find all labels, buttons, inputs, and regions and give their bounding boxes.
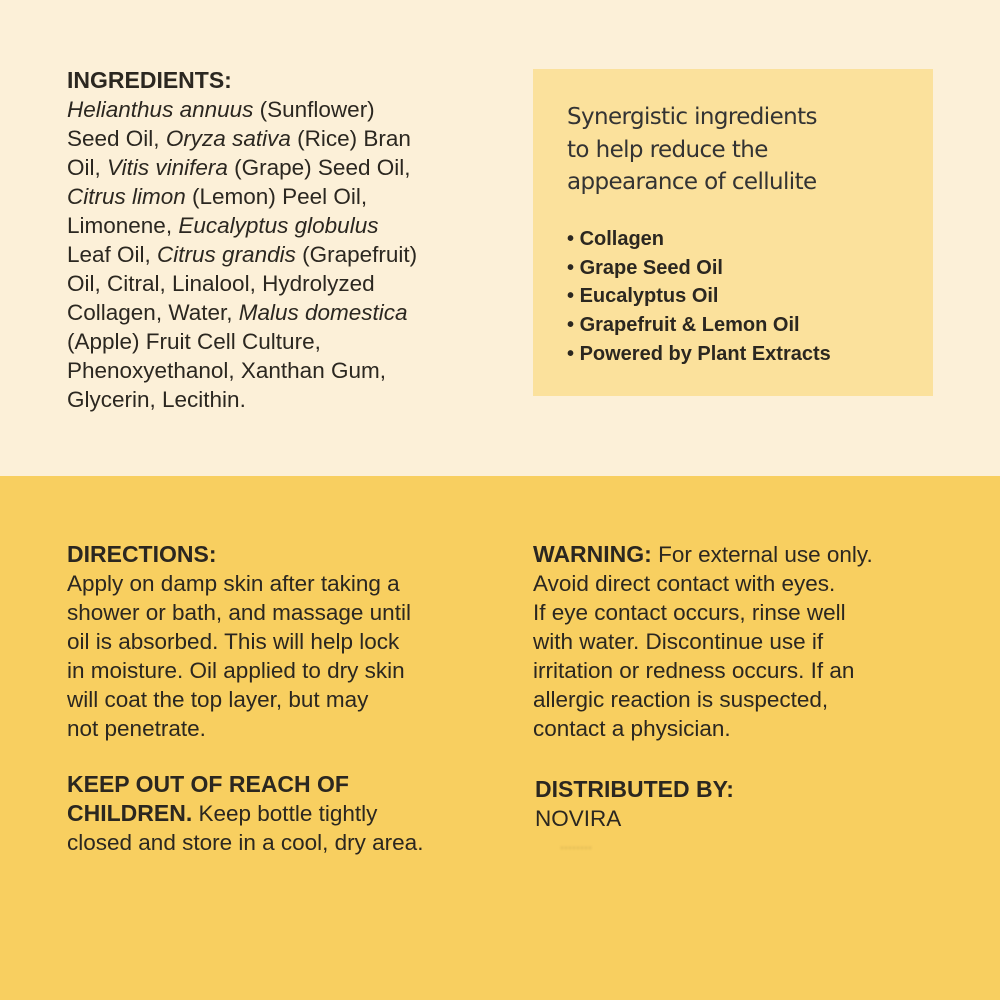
ingredients-line (67, 211, 417, 240)
ingredients-panel (0, 0, 1000, 476)
botanical-name: Vitis vinifera (107, 155, 228, 180)
ingredient-text: Phenoxyethanol, Xanthan Gum, (67, 358, 386, 383)
warning-line: allergic reaction is suspected, (533, 687, 829, 712)
warning-text: For external use only. (651, 542, 873, 567)
ingredient-text: (Rice) Bran (290, 126, 411, 151)
ingredients-list (67, 95, 417, 414)
ingredients-line (67, 269, 417, 298)
highlight-bullets (567, 225, 831, 369)
bullet-text: Eucalyptus Oil (579, 285, 719, 308)
botanical-name: Citrus grandis (157, 242, 296, 267)
ingredients-line (67, 95, 417, 124)
usage-panel (0, 476, 1000, 1000)
directions-line: will coat the top layer, but may (67, 687, 369, 712)
ingredients-line (67, 153, 417, 182)
keep-out-text: Keep bottle tightly (192, 801, 378, 826)
directions-line: oil is absorbed. This will help lock (67, 629, 400, 654)
ingredients-section (67, 66, 417, 414)
keep-out-text: closed and store in a cool, dry area. (67, 830, 424, 855)
highlight-title (567, 101, 817, 199)
ingredient-text: Seed Oil, (67, 126, 166, 151)
ingredient-text: Oil, Citral, Linalool, Hydrolyzed (67, 271, 375, 296)
title-line: appearance of cellulite (567, 169, 817, 195)
ingredients-line (67, 298, 417, 327)
ingredient-text: (Sunflower) (253, 97, 375, 122)
botanical-name: Eucalyptus globulus (178, 213, 379, 238)
highlight-box (533, 69, 933, 396)
botanical-name: Oryza sativa (165, 126, 291, 151)
title-line: to help reduce the (567, 136, 768, 163)
warning-line: If eye contact occurs, rinse well (533, 600, 846, 625)
bullet-item: • Collagen (567, 228, 665, 250)
botanical-name: Malus domestica (238, 300, 408, 325)
directions-section (67, 540, 411, 743)
warning-heading: WARNING: (533, 541, 652, 567)
directions-line: shower or bath, and massage until (67, 600, 411, 625)
bullet-item: • Powered by Plant Extracts (567, 342, 831, 365)
bullet-item: • Grape Seed Oil (567, 256, 723, 279)
bullet-text: Grapefruit & Lemon Oil (579, 314, 800, 337)
ingredients-line (67, 240, 417, 269)
warning-line: Avoid direct contact with eyes. (533, 571, 836, 596)
ingredients-line (67, 385, 417, 414)
warning-line: with water. Discontinue use if (533, 629, 824, 654)
botanical-name: Citrus limon (67, 184, 186, 209)
ingredients-line (67, 124, 417, 153)
warning-line: irritation or redness occurs. If an (533, 658, 855, 683)
keep-out-heading: CHILDREN. (67, 800, 193, 826)
bullet-text: Collagen (579, 228, 665, 250)
ingredient-text: (Grape) Seed Oil, (227, 155, 411, 180)
keep-out-section (67, 770, 423, 857)
distributor-name: NOVIRA (535, 806, 622, 831)
title-line: Synergistic ingredients (567, 104, 817, 130)
keep-out-heading: KEEP OUT OF REACH OF (67, 771, 349, 797)
ingredients-heading: INGREDIENTS: (67, 67, 232, 93)
directions-line: Apply on damp skin after taking a (67, 571, 400, 596)
ingredients-line (67, 182, 417, 211)
distributor-section (535, 775, 734, 833)
warning-section (533, 540, 873, 743)
blurred-address: ········ (560, 840, 592, 854)
directions-line: in moisture. Oil applied to dry skin (67, 658, 405, 683)
ingredient-text: Leaf Oil, (67, 242, 158, 267)
distributor-heading: DISTRIBUTED BY: (535, 776, 734, 802)
bullet-text: Powered by Plant Extracts (579, 342, 831, 365)
directions-line: not penetrate. (67, 716, 206, 741)
ingredients-line (67, 356, 417, 385)
ingredient-text: Collagen, Water, (67, 300, 239, 325)
bullet-item: • Grapefruit & Lemon Oil (567, 314, 800, 337)
bullet-item: • Eucalyptus Oil (567, 285, 719, 308)
ingredient-text: Oil, (67, 155, 108, 180)
ingredient-text: (Lemon) Peel Oil, (185, 184, 368, 209)
directions-heading: DIRECTIONS: (67, 541, 217, 567)
ingredient-text: (Apple) Fruit Cell Culture, (67, 329, 321, 354)
ingredient-text: Limonene, (67, 213, 179, 238)
botanical-name: Helianthus annuus (67, 97, 254, 122)
ingredients-line (67, 327, 417, 356)
ingredient-text: (Grapefruit) (295, 242, 418, 267)
warning-line: contact a physician. (533, 716, 731, 741)
bullet-text: Grape Seed Oil (579, 256, 723, 279)
ingredient-text: Glycerin, Lecithin. (67, 387, 246, 412)
